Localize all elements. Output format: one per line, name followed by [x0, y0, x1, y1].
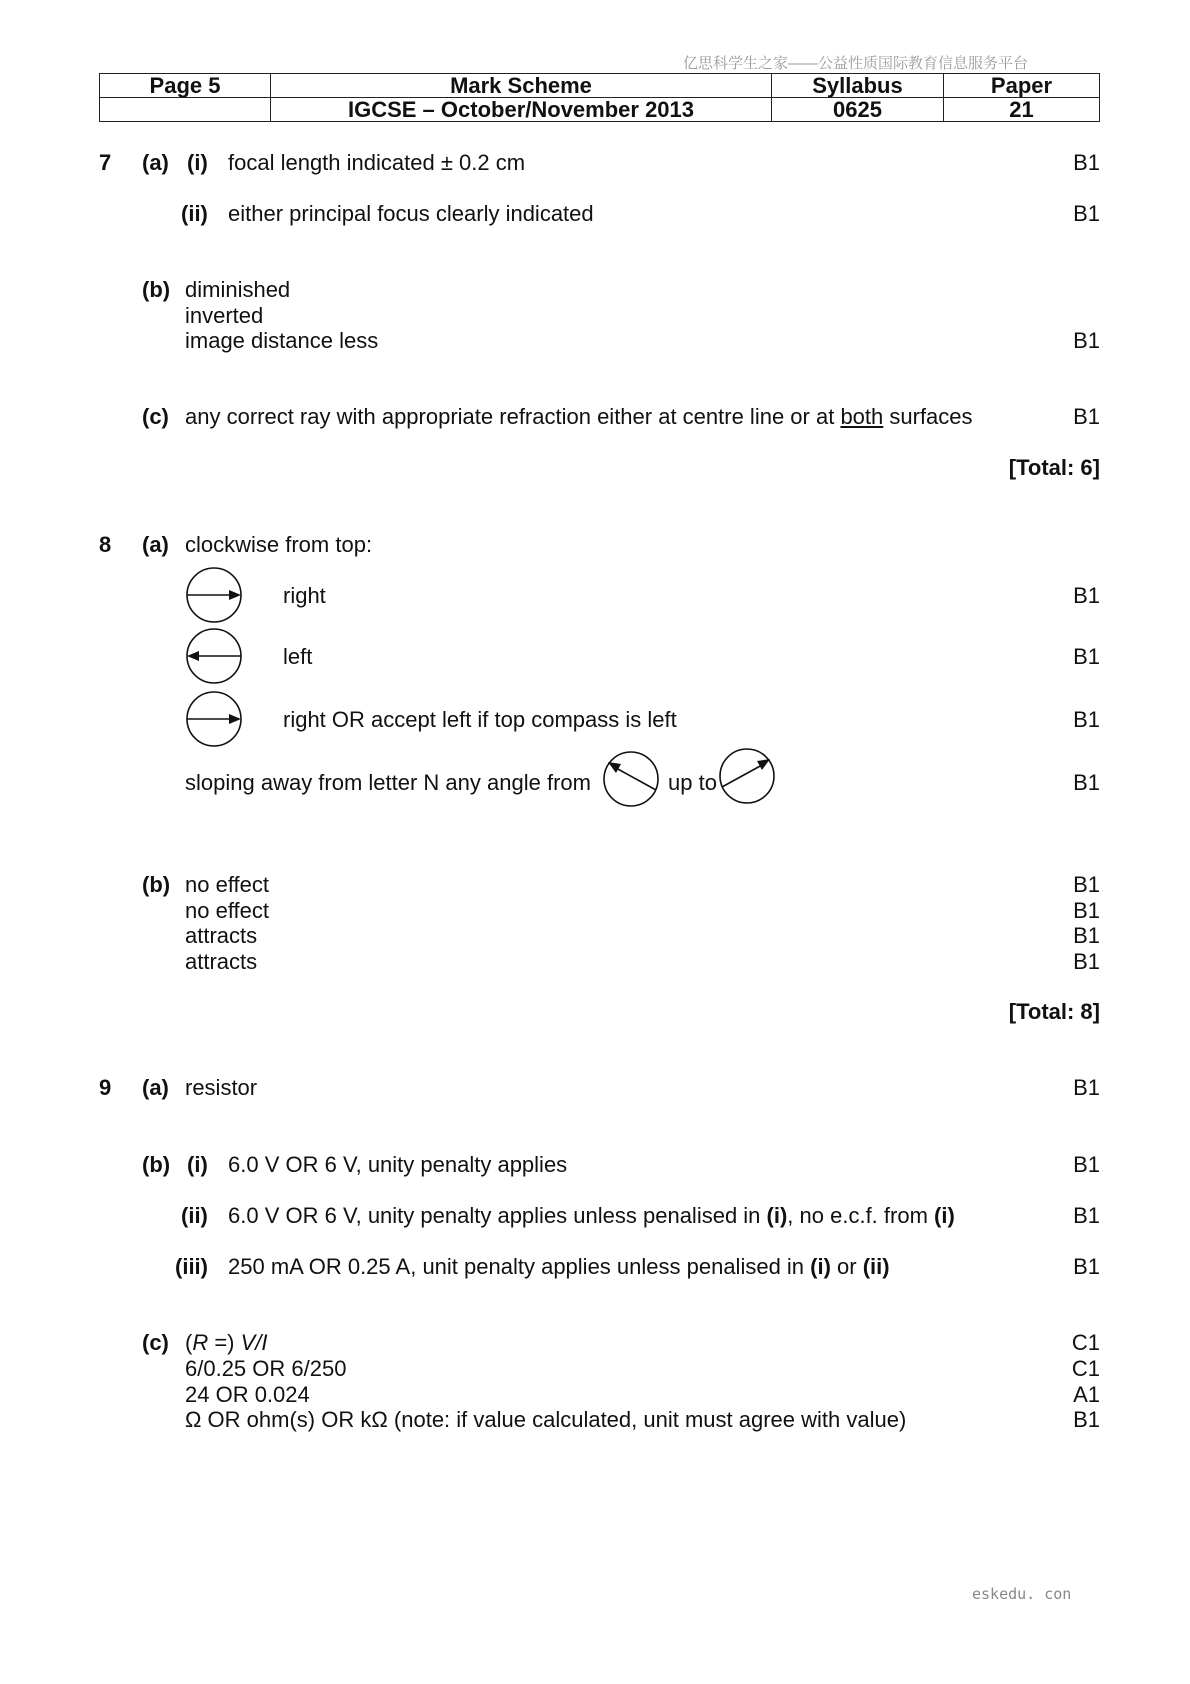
compass-left-icon	[185, 627, 243, 685]
q9-c-line1	[185, 1330, 268, 1356]
q7-b-line3: image distance less	[185, 328, 379, 353]
q9-c-mark: A1	[1073, 1382, 1100, 1407]
q9-biii-label: (iii)	[175, 1254, 208, 1279]
q9-biii-text-1: 250 mA OR 0.25 A, unit penalty applies unless penalised in	[228, 1254, 811, 1279]
q8-a-intro: clockwise from top:	[185, 532, 373, 557]
q9-biii-mark: B1	[1073, 1254, 1100, 1279]
q8-b-mark: B1	[1073, 923, 1100, 948]
q9-number: 9	[99, 1075, 112, 1100]
q7-b-line1: diminished	[185, 277, 291, 302]
q7-aii-label: (ii)	[181, 201, 208, 226]
compass-slope-up-right-icon	[718, 747, 776, 805]
q9-a-mark: B1	[1073, 1075, 1100, 1100]
q8-b-label: (b)	[142, 872, 171, 897]
q9-bii-text-4: (i)	[934, 1203, 955, 1228]
q9-bi-label: (i)	[187, 1152, 208, 1177]
q9-c-line1-r: R	[192, 1330, 209, 1355]
q8-compass2-text: left	[283, 644, 313, 669]
q8-number: 8	[99, 532, 112, 557]
q9-a-text: resistor	[185, 1075, 258, 1100]
q9-biii-text	[228, 1254, 890, 1280]
q8-b-line: no effect	[185, 898, 269, 923]
q7-c-label: (c)	[142, 404, 169, 429]
q9-c-line2: 6/0.25 OR 6/250	[185, 1356, 347, 1381]
q8-compass3-text: right OR accept left if top compass is left	[283, 707, 677, 732]
q9-biii-text-4: (ii)	[862, 1254, 890, 1279]
q7-c-text-pre: any correct ray with appropriate refraction either at centre line or at	[185, 404, 841, 429]
header-paper-number: 21	[944, 98, 1100, 122]
q9-c-mark: C1	[1071, 1330, 1100, 1355]
q9-c-line4: Ω OR ohm(s) OR kΩ (note: if value calculated, unit must agree with value)	[185, 1407, 907, 1432]
header-exam: IGCSE – October/November 2013	[271, 98, 772, 122]
q8-slope-text-pre: sloping away from letter N any angle from	[185, 770, 591, 795]
q9-bii-text	[228, 1203, 955, 1229]
header-syllabus-label: Syllabus	[772, 74, 944, 98]
q9-bi-mark: B1	[1073, 1152, 1100, 1177]
q7-b-mark: B1	[1073, 328, 1100, 353]
q8-b-line: attracts	[185, 923, 258, 948]
q9-biii-text-3: or	[830, 1254, 863, 1279]
q7-ai-label: (i)	[187, 150, 208, 175]
q9-a-label: (a)	[142, 1075, 169, 1100]
compass-slope-up-left-icon	[602, 750, 660, 808]
q8-total: [Total: 8]	[1008, 999, 1100, 1024]
header-empty-cell	[100, 98, 271, 122]
q9-c-mark: B1	[1073, 1407, 1100, 1432]
q7-aii-text: either principal focus clearly indicated	[228, 201, 594, 226]
q9-c-line3: 24 OR 0.024	[185, 1382, 310, 1407]
q9-c-line1-vi: V/I	[240, 1330, 268, 1355]
q8-b-line: no effect	[185, 872, 269, 897]
q9-bii-text-2: (i)	[766, 1203, 788, 1228]
q9-c-line1-mid: =)	[208, 1330, 241, 1355]
q9-bi-text: 6.0 V OR 6 V, unity penalty applies	[228, 1152, 568, 1177]
q9-c-label: (c)	[142, 1330, 169, 1355]
q9-bii-mark: B1	[1073, 1203, 1100, 1228]
compass-right-icon	[185, 566, 243, 624]
q9-c-mark: C1	[1071, 1356, 1100, 1381]
q7-ai-mark: B1	[1073, 150, 1100, 175]
header-paper-label: Paper	[944, 74, 1100, 98]
q8-a-label: (a)	[142, 532, 169, 557]
header-syllabus-code: 0625	[772, 98, 944, 122]
q8-compass1-mark: B1	[1073, 583, 1100, 608]
q9-c-line1-pre: (	[185, 1330, 193, 1355]
q8-b-line: attracts	[185, 949, 258, 974]
q8-b-mark: B1	[1073, 872, 1100, 897]
q8-b-mark: B1	[1073, 949, 1100, 974]
header-mark-scheme: Mark Scheme	[271, 74, 772, 98]
q8-slope-text-mid: up to	[668, 770, 717, 795]
q7-c-text-underlined: both	[840, 404, 884, 429]
q8-compass3-mark: B1	[1073, 707, 1100, 732]
q8-compass2-mark: B1	[1073, 644, 1100, 669]
header-page: Page 5	[100, 74, 271, 98]
q7-b-label: (b)	[142, 277, 171, 302]
compass-right-icon	[185, 690, 243, 748]
q9-bii-text-1: 6.0 V OR 6 V, unity penalty applies unless penalised in	[228, 1203, 767, 1228]
q8-compass1-text: right	[283, 583, 326, 608]
q9-bii-label: (ii)	[181, 1203, 208, 1228]
q8-slope-mark: B1	[1073, 770, 1100, 795]
q7-aii-mark: B1	[1073, 201, 1100, 226]
header-table	[99, 73, 1100, 122]
q9-biii-text-2: (i)	[810, 1254, 831, 1279]
q9-b-label: (b)	[142, 1152, 171, 1177]
q8-b-mark: B1	[1073, 898, 1100, 923]
q7-c-text-post: surfaces	[883, 404, 973, 429]
footer-site: eskedu. con	[972, 1585, 1072, 1603]
q7-a-label: (a)	[142, 150, 169, 175]
q7-c-text	[185, 404, 973, 430]
watermark-text: 亿思科学生之家——公益性质国际教育信息服务平台	[683, 55, 1029, 72]
q7-b-line2: inverted	[185, 303, 264, 328]
q7-ai-text: focal length indicated ± 0.2 cm	[228, 150, 526, 175]
q7-c-mark: B1	[1073, 404, 1100, 429]
q7-total: [Total: 6]	[1008, 455, 1100, 480]
q7-number: 7	[99, 150, 112, 175]
q9-bii-text-3: , no e.c.f. from	[787, 1203, 935, 1228]
